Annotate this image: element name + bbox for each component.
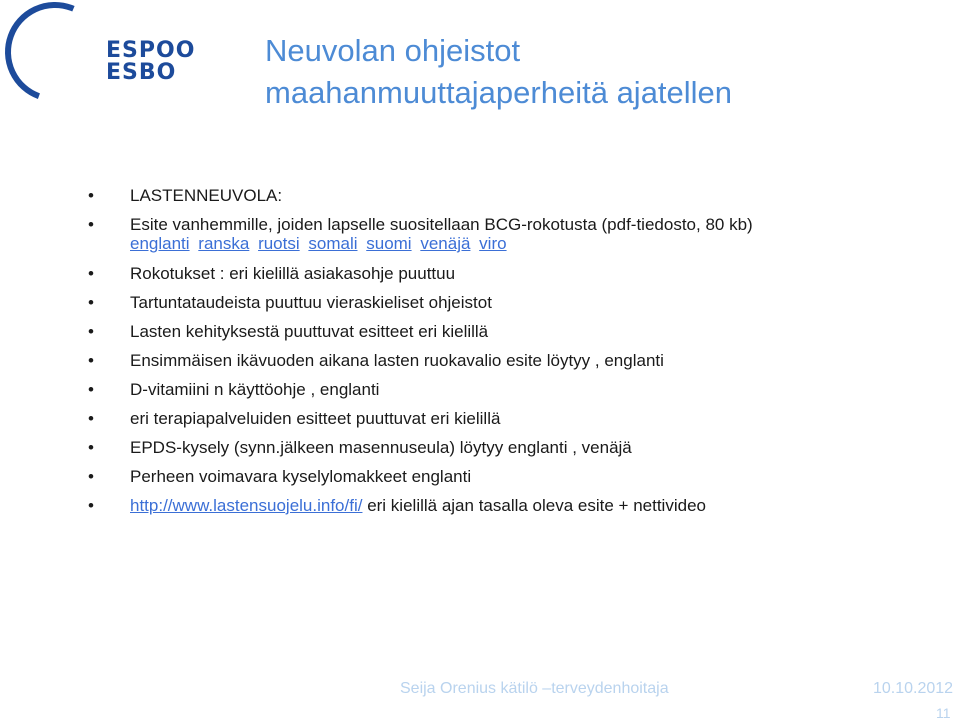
title-line-2: maahanmuuttajaperheitä ajatellen bbox=[265, 75, 733, 110]
bullet-item: • Ensimmäisen ikävuoden aikana lasten ruokavalio esite löytyy , englanti bbox=[88, 346, 948, 375]
link-englanti[interactable]: englanti bbox=[130, 234, 190, 253]
page-title bbox=[265, 30, 945, 114]
bullet-item: • Rokotukset : eri kielillä asiakasohje puuttuu bbox=[88, 259, 948, 288]
link-ranska[interactable]: ranska bbox=[198, 234, 250, 253]
bullet-item: • eri terapiapalveluiden esitteet puuttuvat eri kielillä bbox=[88, 404, 948, 433]
link-suomi[interactable]: suomi bbox=[366, 234, 412, 253]
bullet-item: • D-vitamiini n käyttöohje , englanti bbox=[88, 375, 948, 404]
page-number: 11 bbox=[936, 705, 951, 721]
espoo-logo-arc-icon bbox=[0, 0, 110, 110]
bullet-item: • Perheen voimavara kyselylomakkeet englanti bbox=[88, 462, 948, 491]
logo-line-2: ESBO bbox=[106, 60, 177, 85]
bullet-item: • Esite vanhemmille, joiden lapselle suositellaan BCG-rokotusta (pdf-tiedosto, 80 kb) bbox=[88, 210, 948, 239]
last-bullet-text: eri kielillä ajan tasalla oleva esite + nettivideo bbox=[362, 496, 706, 515]
footer-author: Seija Orenius kätilö –terveydenhoitaja bbox=[400, 680, 669, 697]
language-links-row bbox=[88, 234, 948, 254]
logo-line-1: ESPOO bbox=[106, 38, 196, 63]
footer-date: 10.10.2012 bbox=[873, 680, 954, 697]
bullet-item-last bbox=[88, 491, 948, 520]
bullet-item: • EPDS-kysely (synn.jälkeen masennuseula) löytyy englanti , venäjä bbox=[88, 433, 948, 462]
link-ruotsi[interactable]: ruotsi bbox=[258, 234, 300, 253]
bullet-list bbox=[88, 181, 948, 520]
link-venaja[interactable]: venäjä bbox=[420, 234, 471, 253]
espoo-logo-text bbox=[106, 40, 195, 84]
link-somali[interactable]: somali bbox=[308, 234, 358, 253]
lastensuojelu-link[interactable]: http://www.lastensuojelu.info/fi/ bbox=[130, 496, 363, 515]
link-viro[interactable]: viro bbox=[479, 234, 507, 253]
bullet-item: • LASTENNEUVOLA: bbox=[88, 181, 948, 210]
title-line-1: Neuvolan ohjeistot bbox=[265, 33, 521, 68]
bullet-item: • Tartuntataudeista puuttuu vieraskieliset ohjeistot bbox=[88, 288, 948, 317]
espoo-logo bbox=[0, 0, 200, 110]
bullet-item: • Lasten kehityksestä puuttuvat esitteet eri kielillä bbox=[88, 317, 948, 346]
